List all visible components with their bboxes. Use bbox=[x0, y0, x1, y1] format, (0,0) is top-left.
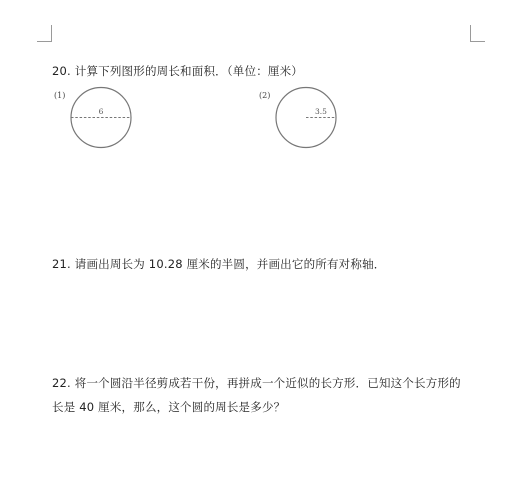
crop-mark-top-right bbox=[470, 25, 485, 42]
question-20: 20. 计算下列图形的周长和面积．（单位：厘米） bbox=[52, 64, 303, 78]
question-22-line-1: 22. 将一个圆沿半径剪成若干份，再拼成一个近似的长方形．已知这个长方形的 bbox=[52, 376, 461, 390]
figure-1-circle-diameter bbox=[68, 85, 134, 151]
figure-2-label: (2) bbox=[259, 91, 271, 100]
diameter-value: 6 bbox=[98, 107, 104, 116]
figure-2-circle-radius bbox=[273, 85, 339, 151]
question-21: 21. 请画出周长为 10.28 厘米的半圆，并画出它的所有对称轴． bbox=[52, 257, 386, 271]
crop-mark-top-left bbox=[37, 25, 52, 42]
radius-value: 3.5 bbox=[315, 107, 327, 116]
question-22-line-2: 长是 40 厘米，那么，这个圆的周长是多少？ bbox=[52, 400, 286, 414]
figure-1-label: (1) bbox=[54, 91, 66, 100]
